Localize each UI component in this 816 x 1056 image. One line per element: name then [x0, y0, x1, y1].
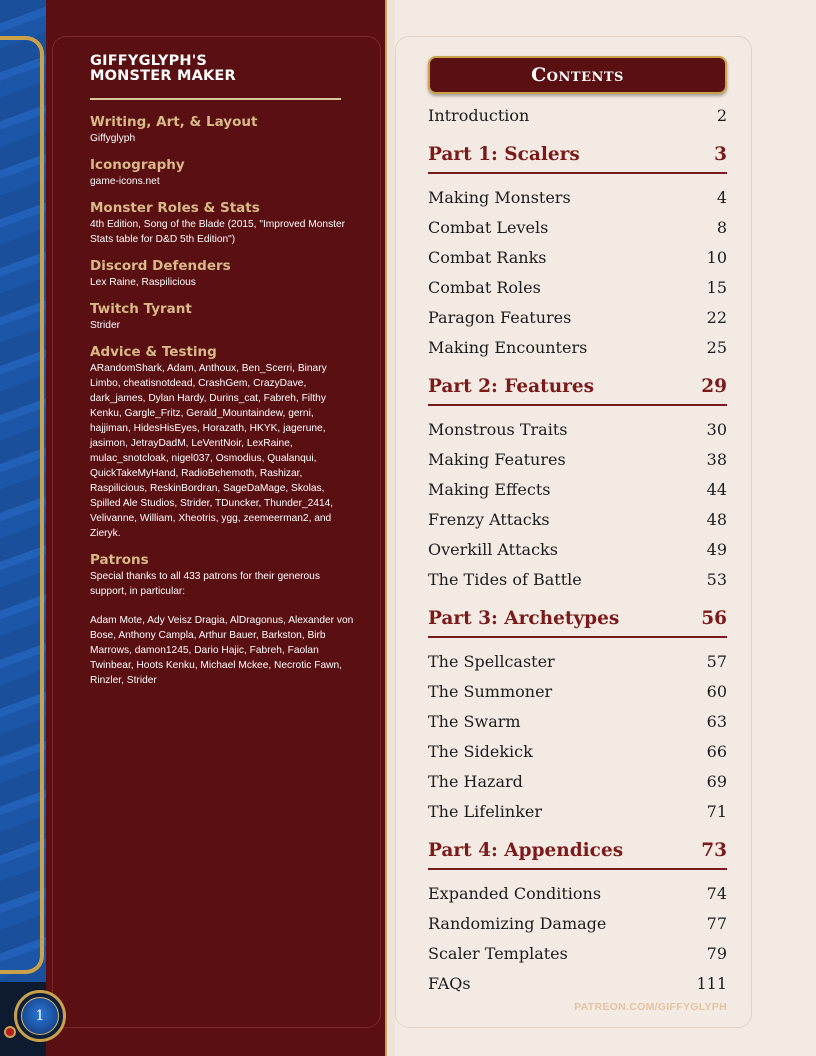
gold-edge-trim [0, 36, 44, 974]
credit-heading: Twitch Tyrant [90, 301, 192, 317]
toc-entry[interactable] [428, 540, 727, 562]
toc-entry[interactable] [428, 570, 727, 592]
credit-text: Special thanks to all 433 patrons for their generous support, in particular: [90, 571, 320, 597]
toc-label: Monstrous Traits [428, 420, 568, 439]
patreon-link[interactable]: PATREON.COM/GIFFYGLYPH [574, 1001, 727, 1013]
toc-page-number: 29 [701, 376, 727, 397]
toc-label: Part 1: Scalers [428, 144, 580, 165]
toc-entry[interactable] [428, 420, 727, 442]
credit-twitch [90, 301, 355, 333]
credit-patron-names: Adam Mote, Ady Veisz Dragia, AlDragonus, Alexander von Bose, Anthony Campla, Arthur Bauer, Barkston, Birb Marrows, damon1245, Dario Hajic, Fabreh, Faolan Twinbear, Hoots Kenku, Michael Mckee, Necrotic Fawn, Rinzler, Strider [90, 615, 354, 686]
credit-monster-roles [90, 200, 355, 247]
credit-advice [90, 344, 355, 541]
credit-text: Giffyglyph [90, 133, 136, 144]
toc-label: The Tides of Battle [428, 570, 582, 589]
toc-label: Paragon Features [428, 308, 572, 327]
toc-entry[interactable] [428, 802, 727, 824]
contents-frame [395, 36, 752, 1028]
toc-part-heading[interactable] [428, 376, 727, 406]
toc-entry[interactable] [428, 308, 727, 330]
credit-patrons [90, 552, 355, 688]
toc-label: Scaler Templates [428, 944, 568, 963]
toc-entry[interactable] [428, 338, 727, 360]
credit-heading: Monster Roles & Stats [90, 200, 260, 216]
toc-page-number: 79 [706, 944, 727, 963]
toc-page-number: 111 [696, 974, 727, 993]
toc-entry[interactable] [428, 450, 727, 472]
toc-entry[interactable] [428, 652, 727, 674]
red-gem-icon [4, 1026, 16, 1038]
toc-entry[interactable] [428, 248, 727, 270]
toc-label: The Spellcaster [428, 652, 555, 671]
toc-entry[interactable] [428, 884, 727, 906]
parchment-gutter [387, 0, 395, 1056]
toc-page-number: 25 [706, 338, 727, 357]
credit-heading: Iconography [90, 157, 185, 173]
toc-page-number: 30 [706, 420, 727, 439]
toc-entry[interactable] [428, 944, 727, 966]
toc-label: Making Effects [428, 480, 551, 499]
toc-page-number: 66 [706, 742, 727, 761]
credit-text: ARandomShark, Adam, Anthoux, Ben_Scerri, Binary Limbo, cheatisnotdead, CrashGem, CrazyDave, dark_james, Dylan Hardy, Durins_cat, Fabreh, Filthy Kenku, Gargle_Fritz, Gerald_Mountaindew, gerni, hajjiman, HidesHisEyes, Horazath, HKYK, jagerune, jasimon, JetrayDadM, LeVentNoir, LexRaine, mulac_snotcloak, nigel037, Osmodius, Qualanqui, QuickTakeMyHand, RadioBehemoth, Rashizar, Raspilicious, ReskinBordran, SageDaMage, Skolas, Spilled Ale Studios, Strider, TDuncker, Thunder_2414, Velivanne, William, Xheotris, ygg, zeemeerman2, and Zieryk. [90, 363, 334, 539]
credit-discord [90, 258, 355, 290]
toc-label: FAQs [428, 974, 471, 993]
toc-part-heading[interactable] [428, 144, 727, 174]
book-title-line-2: MONSTER MAKER [90, 68, 236, 84]
toc-page-number: 57 [706, 652, 727, 671]
toc-page-number: 8 [716, 218, 727, 237]
credit-text: Lex Raine, Raspilicious [90, 277, 196, 288]
toc-label: Introduction [428, 106, 530, 125]
toc-entry[interactable] [428, 218, 727, 240]
toc-label: Making Encounters [428, 338, 588, 357]
toc-page-number: 4 [716, 188, 727, 207]
toc-page-number: 60 [706, 682, 727, 701]
toc-entry[interactable] [428, 712, 727, 734]
toc-label: The Lifelinker [428, 802, 543, 821]
credits [90, 54, 355, 699]
credit-heading: Advice & Testing [90, 344, 217, 360]
book-title-line-1: GIFFYGLYPH'S [90, 53, 208, 69]
credit-text: 4th Edition, Song of the Blade (2015, "Improved Monster Stats table for D&D 5th Edition") [90, 219, 346, 245]
toc-page-number: 38 [706, 450, 727, 469]
toc-page-number: 69 [706, 772, 727, 791]
toc-entry[interactable] [428, 278, 727, 300]
toc-page-number: 3 [714, 144, 727, 165]
credit-text: game-icons.net [90, 176, 160, 187]
toc-entry[interactable] [428, 682, 727, 704]
toc-label: The Hazard [428, 772, 523, 791]
toc-page-number: 71 [706, 802, 727, 821]
credit-heading: Writing, Art, & Layout [90, 114, 258, 130]
toc-label: Randomizing Damage [428, 914, 607, 933]
toc-page-number: 44 [706, 480, 727, 499]
toc-entry[interactable] [428, 106, 727, 128]
contents-title: Contents [531, 64, 624, 86]
toc-label: Making Monsters [428, 188, 571, 207]
toc-label: Combat Ranks [428, 248, 547, 267]
credit-text: Strider [90, 320, 121, 331]
contents-banner [428, 56, 727, 94]
toc-label: Combat Levels [428, 218, 549, 237]
toc-page-number: 56 [701, 608, 727, 629]
toc-page-number: 22 [706, 308, 727, 327]
toc-label: Combat Roles [428, 278, 541, 297]
toc-label: Frenzy Attacks [428, 510, 550, 529]
toc-label: Making Features [428, 450, 566, 469]
credit-iconography [90, 157, 355, 189]
toc-page-number: 77 [706, 914, 727, 933]
toc-label: Expanded Conditions [428, 884, 602, 903]
toc-label: Overkill Attacks [428, 540, 558, 559]
toc-page-number: 63 [706, 712, 727, 731]
toc-page-number: 15 [706, 278, 727, 297]
toc-entry[interactable] [428, 914, 727, 936]
toc-label: The Sidekick [428, 742, 533, 761]
toc-page-number: 49 [706, 540, 727, 559]
title-divider [90, 98, 341, 100]
toc-entry[interactable] [428, 742, 727, 764]
toc-entry[interactable] [428, 188, 727, 210]
toc-entry[interactable] [428, 480, 727, 502]
toc-page-number: 74 [706, 884, 727, 903]
toc-label: The Summoner [428, 682, 553, 701]
book-title [90, 54, 355, 84]
page-number: 1 [35, 1008, 45, 1024]
toc-entry[interactable] [428, 974, 727, 996]
toc-page-number: 48 [706, 510, 727, 529]
toc-label: The Swarm [428, 712, 521, 731]
toc-entry[interactable] [428, 510, 727, 532]
toc-entry[interactable] [428, 772, 727, 794]
toc-label: Part 3: Archetypes [428, 608, 620, 629]
toc-part-heading[interactable] [428, 608, 727, 638]
toc-label: Part 2: Features [428, 376, 595, 397]
page-number-medallion [14, 990, 66, 1042]
toc-page-number: 2 [716, 106, 727, 125]
toc-part-heading[interactable] [428, 840, 727, 870]
toc-page-number: 10 [706, 248, 727, 267]
toc-page-number: 73 [701, 840, 727, 861]
credit-heading: Patrons [90, 552, 149, 568]
credit-writing [90, 114, 355, 146]
toc-label: Part 4: Appendices [428, 840, 624, 861]
toc-page-number: 53 [706, 570, 727, 589]
credit-heading: Discord Defenders [90, 258, 231, 274]
